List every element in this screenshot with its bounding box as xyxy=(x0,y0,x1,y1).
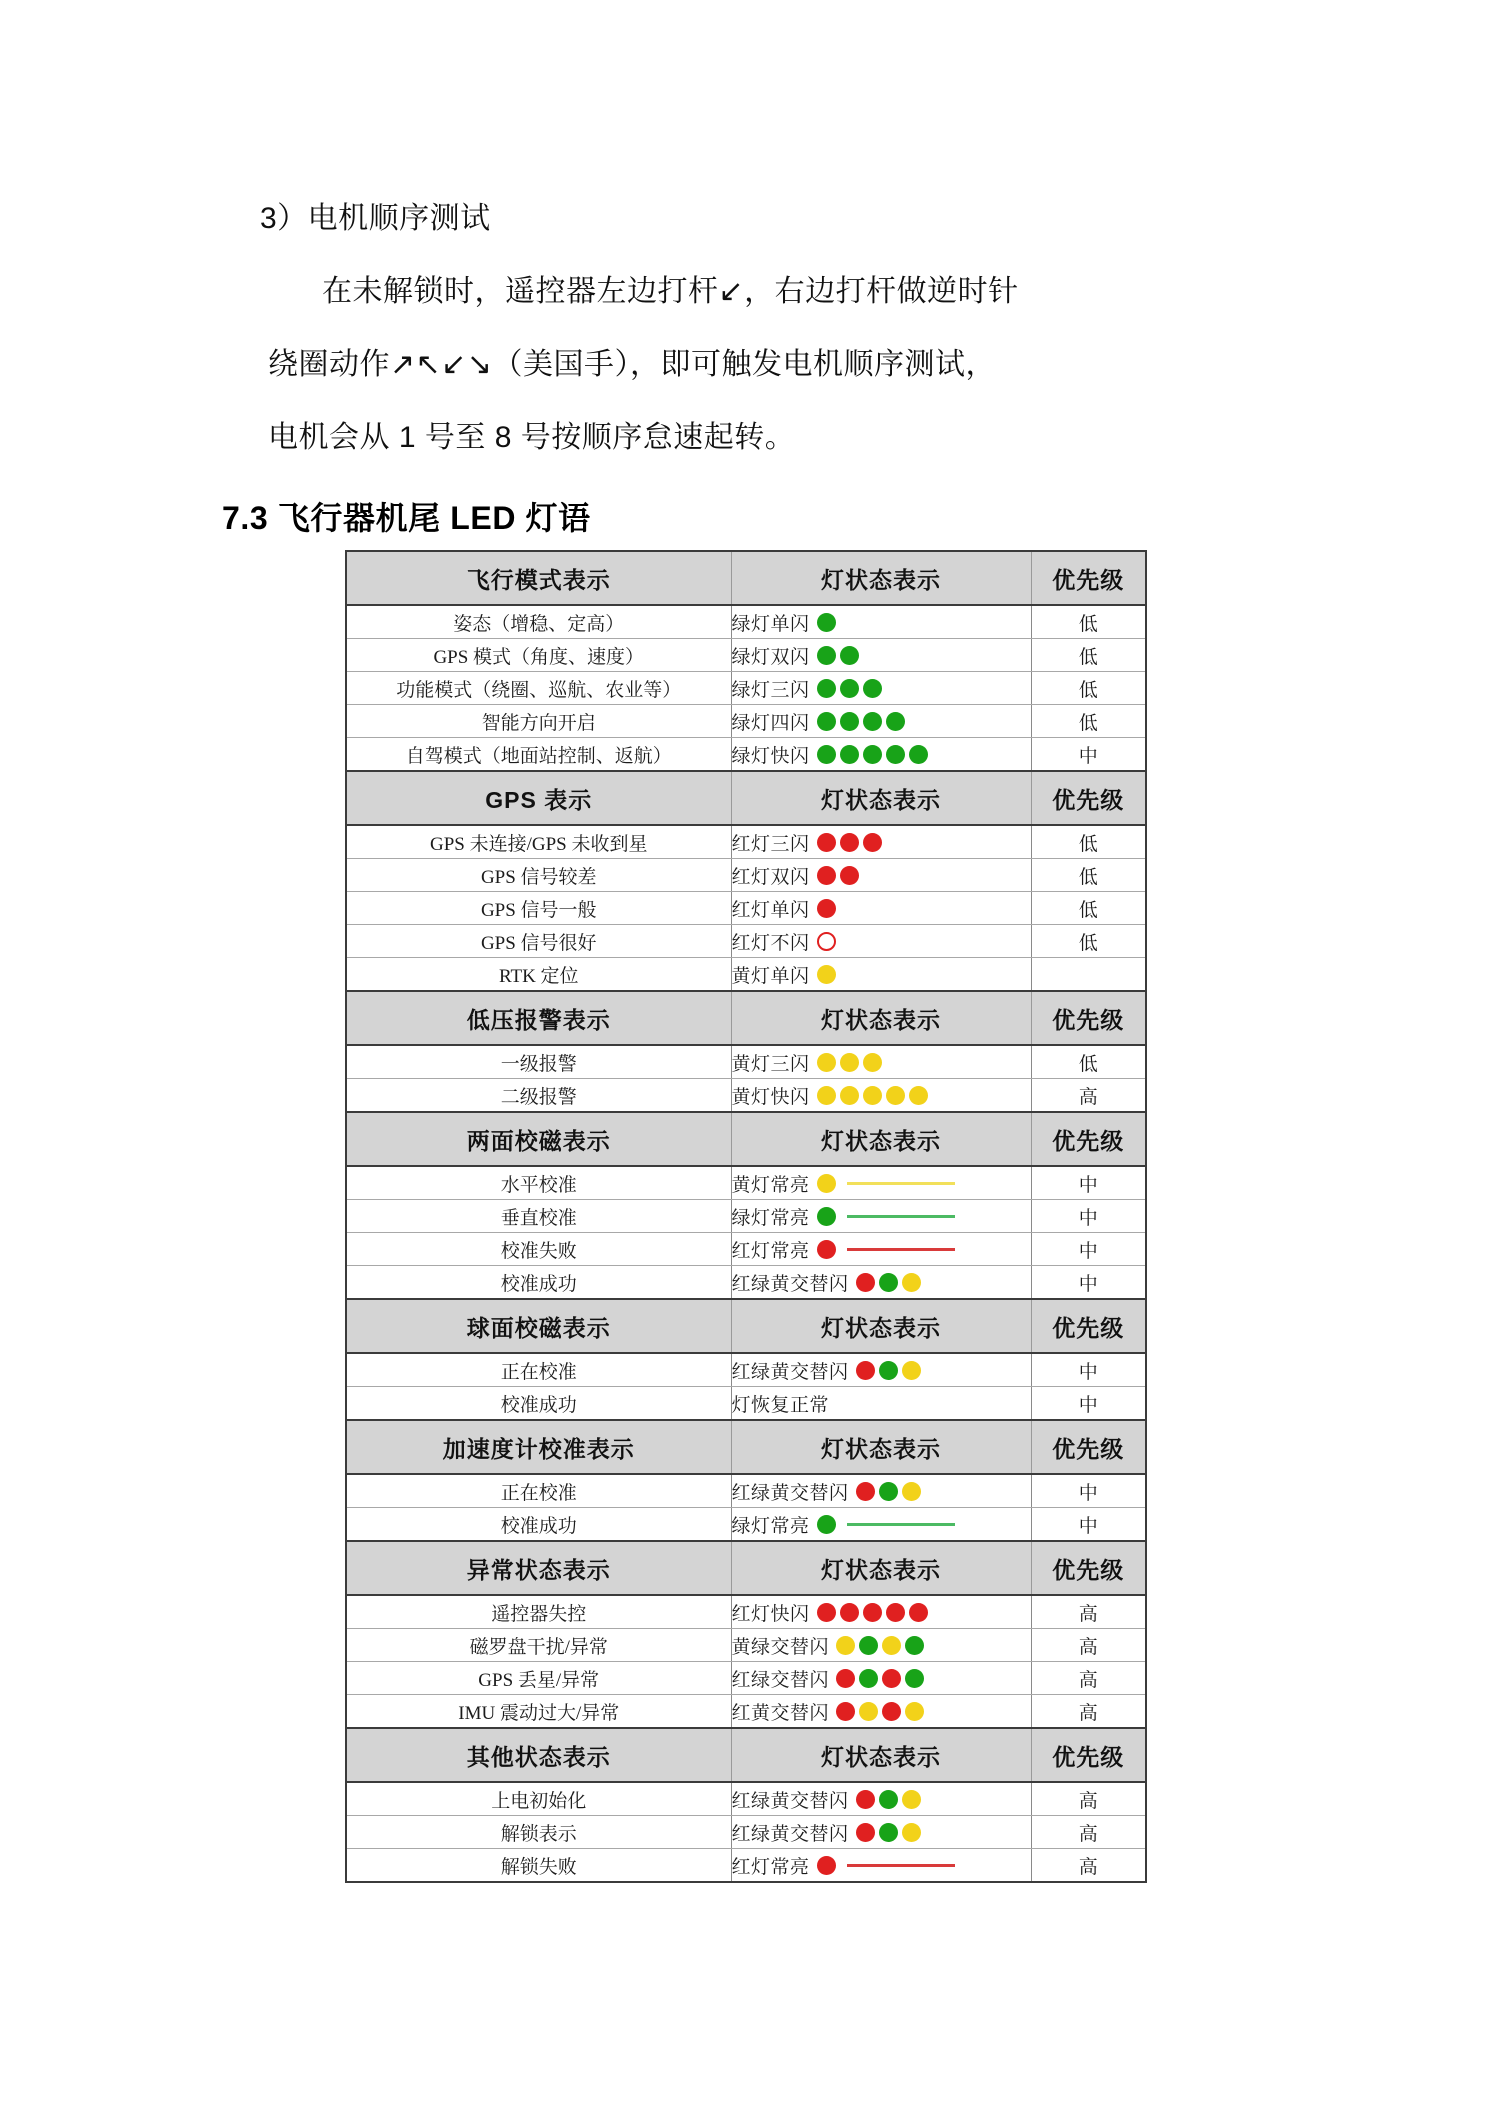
led-red-dot-icon xyxy=(882,1702,901,1721)
section-state-header: 灯状态表示 xyxy=(731,1299,1031,1353)
row-light-state xyxy=(731,672,1031,705)
steady-light-trail-icon xyxy=(847,1182,955,1185)
row-label: 磁罗盘干扰/异常 xyxy=(346,1629,731,1662)
led-green-dot-icon xyxy=(863,745,882,764)
row-label: 水平校准 xyxy=(346,1166,731,1200)
light-state-text: 黄灯单闪 xyxy=(731,965,810,987)
row-priority: 高 xyxy=(1031,1595,1146,1629)
row-label: 姿态（增稳、定高） xyxy=(346,605,731,639)
led-dot-group xyxy=(817,866,859,885)
row-label: 校准成功 xyxy=(346,1266,731,1300)
table-row xyxy=(346,1782,1146,1816)
table-row xyxy=(346,1695,1146,1729)
led-green-dot-icon xyxy=(840,679,859,698)
light-state-text: 绿灯常亮 xyxy=(731,1207,810,1229)
led-yellow-dot-icon xyxy=(863,1053,882,1072)
row-label: 校准失败 xyxy=(346,1233,731,1266)
led-green-dot-icon xyxy=(863,679,882,698)
led-green-dot-icon xyxy=(840,712,859,731)
table-section-header xyxy=(346,991,1146,1045)
row-label: GPS 信号较差 xyxy=(346,859,731,892)
led-green-dot-icon xyxy=(879,1361,898,1380)
led-dot-group xyxy=(817,1053,882,1072)
row-priority: 高 xyxy=(1031,1782,1146,1816)
table-row xyxy=(346,1045,1146,1079)
row-light-state xyxy=(731,1474,1031,1508)
light-state-text: 红灯不闪 xyxy=(731,932,810,954)
led-green-dot-icon xyxy=(879,1823,898,1842)
led-dot-group xyxy=(817,712,905,731)
led-green-dot-icon xyxy=(909,745,928,764)
led-dot-group xyxy=(817,745,928,764)
steady-light-trail-icon xyxy=(847,1523,955,1526)
led-dot-group xyxy=(817,833,882,852)
led-green-dot-icon xyxy=(840,745,859,764)
led-dot-group xyxy=(817,965,836,984)
led-dot-group xyxy=(817,1515,836,1534)
row-priority: 低 xyxy=(1031,705,1146,738)
led-yellow-dot-icon xyxy=(902,1273,921,1292)
led-dot-group xyxy=(836,1669,924,1688)
row-light-state xyxy=(731,825,1031,859)
light-state-text: 红绿黄交替闪 xyxy=(731,1790,849,1812)
row-label: 校准成功 xyxy=(346,1387,731,1421)
light-state-text: 黄灯常亮 xyxy=(731,1174,810,1196)
section-title: GPS 表示 xyxy=(346,771,731,825)
table-row xyxy=(346,1595,1146,1629)
table-section-header xyxy=(346,771,1146,825)
led-green-dot-icon xyxy=(817,1207,836,1226)
led-green-dot-icon xyxy=(905,1636,924,1655)
row-label: 解锁失败 xyxy=(346,1849,731,1883)
table-section-header xyxy=(346,1299,1146,1353)
row-label: 一级报警 xyxy=(346,1045,731,1079)
led-red-dot-icon xyxy=(886,1603,905,1622)
light-state-text: 黄绿交替闪 xyxy=(731,1636,830,1658)
table-row xyxy=(346,1629,1146,1662)
led-red-dot-icon xyxy=(817,1603,836,1622)
led-yellow-dot-icon xyxy=(905,1702,924,1721)
paragraph-motor-sequence-title: 3）电机顺序测试 xyxy=(260,202,491,235)
table-row xyxy=(346,1166,1146,1200)
row-light-state xyxy=(731,1266,1031,1300)
row-label: 功能模式（绕圈、巡航、农业等） xyxy=(346,672,731,705)
led-yellow-dot-icon xyxy=(817,1174,836,1193)
led-red-dot-icon xyxy=(909,1603,928,1622)
section-state-header: 灯状态表示 xyxy=(731,771,1031,825)
table-row xyxy=(346,925,1146,958)
led-green-dot-icon xyxy=(886,712,905,731)
row-priority: 低 xyxy=(1031,672,1146,705)
led-red-dot-icon xyxy=(840,1603,859,1622)
table-section-header xyxy=(346,1541,1146,1595)
row-label: GPS 丢星/异常 xyxy=(346,1662,731,1695)
row-light-state xyxy=(731,1045,1031,1079)
row-priority: 中 xyxy=(1031,1200,1146,1233)
row-priority: 中 xyxy=(1031,1474,1146,1508)
table-row xyxy=(346,1816,1146,1849)
led-dot-group xyxy=(817,613,836,632)
row-priority: 低 xyxy=(1031,1045,1146,1079)
row-label: 二级报警 xyxy=(346,1079,731,1113)
section-title: 飞行模式表示 xyxy=(346,551,731,605)
steady-light-trail-icon xyxy=(847,1215,955,1218)
led-green-dot-icon xyxy=(817,646,836,665)
led-green-dot-icon xyxy=(859,1636,878,1655)
led-dot-group xyxy=(817,1086,928,1105)
section-priority-header: 优先级 xyxy=(1031,1420,1146,1474)
led-red-dot-icon xyxy=(817,833,836,852)
led-hollow-red-dot-icon xyxy=(817,932,836,951)
led-yellow-dot-icon xyxy=(859,1702,878,1721)
row-priority: 高 xyxy=(1031,1079,1146,1113)
led-green-dot-icon xyxy=(859,1669,878,1688)
row-light-state xyxy=(731,1079,1031,1113)
led-red-dot-icon xyxy=(840,833,859,852)
led-table-wrapper xyxy=(345,550,1145,1883)
row-light-state xyxy=(731,605,1031,639)
led-green-dot-icon xyxy=(863,712,882,731)
row-label: GPS 信号很好 xyxy=(346,925,731,958)
light-state-text: 红绿黄交替闪 xyxy=(731,1273,849,1295)
led-red-dot-icon xyxy=(840,866,859,885)
led-dot-group xyxy=(817,1174,836,1193)
led-signal-table xyxy=(345,550,1147,1883)
row-priority: 低 xyxy=(1031,892,1146,925)
section-state-header: 灯状态表示 xyxy=(731,551,1031,605)
row-label: GPS 信号一般 xyxy=(346,892,731,925)
row-light-state xyxy=(731,1662,1031,1695)
light-state-text: 绿灯三闪 xyxy=(731,679,810,701)
led-red-dot-icon xyxy=(856,1361,875,1380)
row-priority: 低 xyxy=(1031,825,1146,859)
light-state-text: 红绿黄交替闪 xyxy=(731,1823,849,1845)
row-label: RTK 定位 xyxy=(346,958,731,992)
led-dot-group xyxy=(817,679,882,698)
table-row xyxy=(346,825,1146,859)
light-state-text: 红灯双闪 xyxy=(731,866,810,888)
row-priority: 高 xyxy=(1031,1695,1146,1729)
row-label: 自驾模式（地面站控制、返航） xyxy=(346,738,731,772)
section-priority-header: 优先级 xyxy=(1031,1299,1146,1353)
row-priority: 中 xyxy=(1031,1353,1146,1387)
led-green-dot-icon xyxy=(879,1790,898,1809)
led-green-dot-icon xyxy=(905,1669,924,1688)
table-row xyxy=(346,1200,1146,1233)
row-light-state xyxy=(731,1233,1031,1266)
row-light-state xyxy=(731,892,1031,925)
led-green-dot-icon xyxy=(817,1515,836,1534)
led-green-dot-icon xyxy=(879,1482,898,1501)
row-light-state xyxy=(731,705,1031,738)
led-dot-group xyxy=(856,1273,921,1292)
led-dot-group xyxy=(817,1240,836,1259)
led-red-dot-icon xyxy=(817,899,836,918)
section-state-header: 灯状态表示 xyxy=(731,1112,1031,1166)
table-row xyxy=(346,1387,1146,1421)
table-row xyxy=(346,1353,1146,1387)
section-priority-header: 优先级 xyxy=(1031,991,1146,1045)
section-title: 球面校磁表示 xyxy=(346,1299,731,1353)
row-priority: 高 xyxy=(1031,1816,1146,1849)
table-row xyxy=(346,1474,1146,1508)
table-row xyxy=(346,738,1146,772)
led-red-dot-icon xyxy=(856,1790,875,1809)
led-yellow-dot-icon xyxy=(886,1086,905,1105)
table-row xyxy=(346,892,1146,925)
row-label: IMU 震动过大/异常 xyxy=(346,1695,731,1729)
led-green-dot-icon xyxy=(840,646,859,665)
table-row xyxy=(346,1266,1146,1300)
section-state-header: 灯状态表示 xyxy=(731,1541,1031,1595)
led-green-dot-icon xyxy=(879,1273,898,1292)
led-yellow-dot-icon xyxy=(840,1086,859,1105)
row-light-state xyxy=(731,1508,1031,1542)
light-state-text: 黄灯快闪 xyxy=(731,1086,810,1108)
led-red-dot-icon xyxy=(817,1856,836,1875)
led-dot-group xyxy=(856,1823,921,1842)
row-priority: 中 xyxy=(1031,1387,1146,1421)
paragraph-line-3: 电机会从 1 号至 8 号按顺序怠速起转。 xyxy=(268,421,796,454)
row-light-state xyxy=(731,925,1031,958)
led-yellow-dot-icon xyxy=(909,1086,928,1105)
row-light-state xyxy=(731,958,1031,992)
led-red-dot-icon xyxy=(882,1669,901,1688)
table-row xyxy=(346,1233,1146,1266)
light-state-text: 红灯常亮 xyxy=(731,1240,810,1262)
led-yellow-dot-icon xyxy=(902,1823,921,1842)
light-state-text: 红灯三闪 xyxy=(731,833,810,855)
section-priority-header: 优先级 xyxy=(1031,771,1146,825)
table-row xyxy=(346,1508,1146,1542)
row-light-state xyxy=(731,1782,1031,1816)
led-dot-group xyxy=(836,1636,924,1655)
led-dot-group xyxy=(817,899,836,918)
row-light-state xyxy=(731,859,1031,892)
steady-light-trail-icon xyxy=(847,1248,955,1251)
table-section-header xyxy=(346,1420,1146,1474)
led-green-dot-icon xyxy=(817,613,836,632)
row-priority: 低 xyxy=(1031,859,1146,892)
led-green-dot-icon xyxy=(817,712,836,731)
led-red-dot-icon xyxy=(856,1482,875,1501)
led-yellow-dot-icon xyxy=(817,965,836,984)
row-priority: 高 xyxy=(1031,1629,1146,1662)
table-section-header xyxy=(346,1728,1146,1782)
table-row xyxy=(346,605,1146,639)
row-label: 垂直校准 xyxy=(346,1200,731,1233)
led-dot-group xyxy=(836,1702,924,1721)
row-priority: 中 xyxy=(1031,1233,1146,1266)
led-yellow-dot-icon xyxy=(882,1636,901,1655)
row-label: 遥控器失控 xyxy=(346,1595,731,1629)
light-state-text: 红黄交替闪 xyxy=(731,1702,830,1724)
row-priority: 中 xyxy=(1031,1166,1146,1200)
led-yellow-dot-icon xyxy=(902,1361,921,1380)
row-light-state xyxy=(731,1200,1031,1233)
light-state-text: 绿灯双闪 xyxy=(731,646,810,668)
led-dot-group xyxy=(817,932,836,951)
led-red-dot-icon xyxy=(836,1669,855,1688)
paragraph-line-1: 在未解锁时，遥控器左边打杆↙，右边打杆做逆时针 xyxy=(322,275,1019,308)
row-label: 智能方向开启 xyxy=(346,705,731,738)
section-priority-header: 优先级 xyxy=(1031,1728,1146,1782)
led-yellow-dot-icon xyxy=(863,1086,882,1105)
light-state-text: 红灯单闪 xyxy=(731,899,810,921)
led-green-dot-icon xyxy=(817,745,836,764)
led-yellow-dot-icon xyxy=(836,1636,855,1655)
table-row xyxy=(346,958,1146,992)
table-row xyxy=(346,705,1146,738)
led-dot-group xyxy=(817,1603,928,1622)
row-priority: 中 xyxy=(1031,1508,1146,1542)
led-yellow-dot-icon xyxy=(840,1053,859,1072)
row-light-state xyxy=(731,1353,1031,1387)
table-row xyxy=(346,639,1146,672)
light-state-text: 绿灯快闪 xyxy=(731,745,810,767)
light-state-text: 红灯常亮 xyxy=(731,1856,810,1878)
light-state-text: 绿灯单闪 xyxy=(731,613,810,635)
section-title: 其他状态表示 xyxy=(346,1728,731,1782)
led-yellow-dot-icon xyxy=(902,1482,921,1501)
row-label: 正在校准 xyxy=(346,1353,731,1387)
led-green-dot-icon xyxy=(817,679,836,698)
row-priority: 中 xyxy=(1031,1266,1146,1300)
row-light-state xyxy=(731,1816,1031,1849)
body-text xyxy=(260,0,1300,474)
led-red-dot-icon xyxy=(863,1603,882,1622)
row-light-state xyxy=(731,1595,1031,1629)
paragraph-line-2: 绕圈动作↗↖↙↘（美国手），即可触发电机顺序测试， xyxy=(268,348,997,381)
light-state-text: 红灯快闪 xyxy=(731,1603,810,1625)
section-title: 低压报警表示 xyxy=(346,991,731,1045)
led-dot-group xyxy=(856,1482,921,1501)
table-row xyxy=(346,1662,1146,1695)
table-section-header xyxy=(346,1112,1146,1166)
row-light-state xyxy=(731,1849,1031,1883)
section-state-header: 灯状态表示 xyxy=(731,991,1031,1045)
row-light-state xyxy=(731,738,1031,772)
steady-light-trail-icon xyxy=(847,1864,955,1867)
section-title: 异常状态表示 xyxy=(346,1541,731,1595)
section-title: 两面校磁表示 xyxy=(346,1112,731,1166)
led-red-dot-icon xyxy=(817,866,836,885)
light-state-text: 灯恢复正常 xyxy=(731,1394,830,1416)
table-row xyxy=(346,1079,1146,1113)
led-dot-group xyxy=(817,646,859,665)
row-light-state xyxy=(731,1387,1031,1421)
page-title: 7.3 飞行器机尾 LED 灯语 xyxy=(222,500,591,536)
led-green-dot-icon xyxy=(886,745,905,764)
row-light-state xyxy=(731,1166,1031,1200)
row-label: GPS 模式（角度、速度） xyxy=(346,639,731,672)
row-label: 解锁表示 xyxy=(346,1816,731,1849)
row-priority: 高 xyxy=(1031,1849,1146,1883)
led-red-dot-icon xyxy=(836,1702,855,1721)
light-state-text: 黄灯三闪 xyxy=(731,1053,810,1075)
light-state-text: 红绿交替闪 xyxy=(731,1669,830,1691)
led-dot-group xyxy=(817,1856,836,1875)
led-yellow-dot-icon xyxy=(902,1790,921,1809)
section-priority-header: 优先级 xyxy=(1031,551,1146,605)
row-label: 正在校准 xyxy=(346,1474,731,1508)
section-state-header: 灯状态表示 xyxy=(731,1728,1031,1782)
light-state-text: 红绿黄交替闪 xyxy=(731,1482,849,1504)
row-label: 上电初始化 xyxy=(346,1782,731,1816)
row-label: 校准成功 xyxy=(346,1508,731,1542)
led-yellow-dot-icon xyxy=(817,1086,836,1105)
table-row xyxy=(346,672,1146,705)
section-priority-header: 优先级 xyxy=(1031,1112,1146,1166)
section-priority-header: 优先级 xyxy=(1031,1541,1146,1595)
table-row xyxy=(346,1849,1146,1883)
led-red-dot-icon xyxy=(817,1240,836,1259)
row-priority: 低 xyxy=(1031,925,1146,958)
led-dot-group xyxy=(817,1207,836,1226)
light-state-text: 绿灯四闪 xyxy=(731,712,810,734)
light-state-text: 红绿黄交替闪 xyxy=(731,1361,849,1383)
row-priority: 低 xyxy=(1031,605,1146,639)
section-state-header: 灯状态表示 xyxy=(731,1420,1031,1474)
row-priority: 高 xyxy=(1031,1662,1146,1695)
led-dot-group xyxy=(856,1790,921,1809)
led-red-dot-icon xyxy=(863,833,882,852)
row-priority: 低 xyxy=(1031,639,1146,672)
table-row xyxy=(346,859,1146,892)
row-label: GPS 未连接/GPS 未收到星 xyxy=(346,825,731,859)
section-title: 加速度计校准表示 xyxy=(346,1420,731,1474)
row-priority xyxy=(1031,958,1146,992)
row-light-state xyxy=(731,1629,1031,1662)
light-state-text: 绿灯常亮 xyxy=(731,1515,810,1537)
row-light-state xyxy=(731,1695,1031,1729)
row-light-state xyxy=(731,639,1031,672)
table-section-header xyxy=(346,551,1146,605)
led-yellow-dot-icon xyxy=(817,1053,836,1072)
led-red-dot-icon xyxy=(856,1273,875,1292)
row-priority: 中 xyxy=(1031,738,1146,772)
led-dot-group xyxy=(856,1361,921,1380)
led-red-dot-icon xyxy=(856,1823,875,1842)
